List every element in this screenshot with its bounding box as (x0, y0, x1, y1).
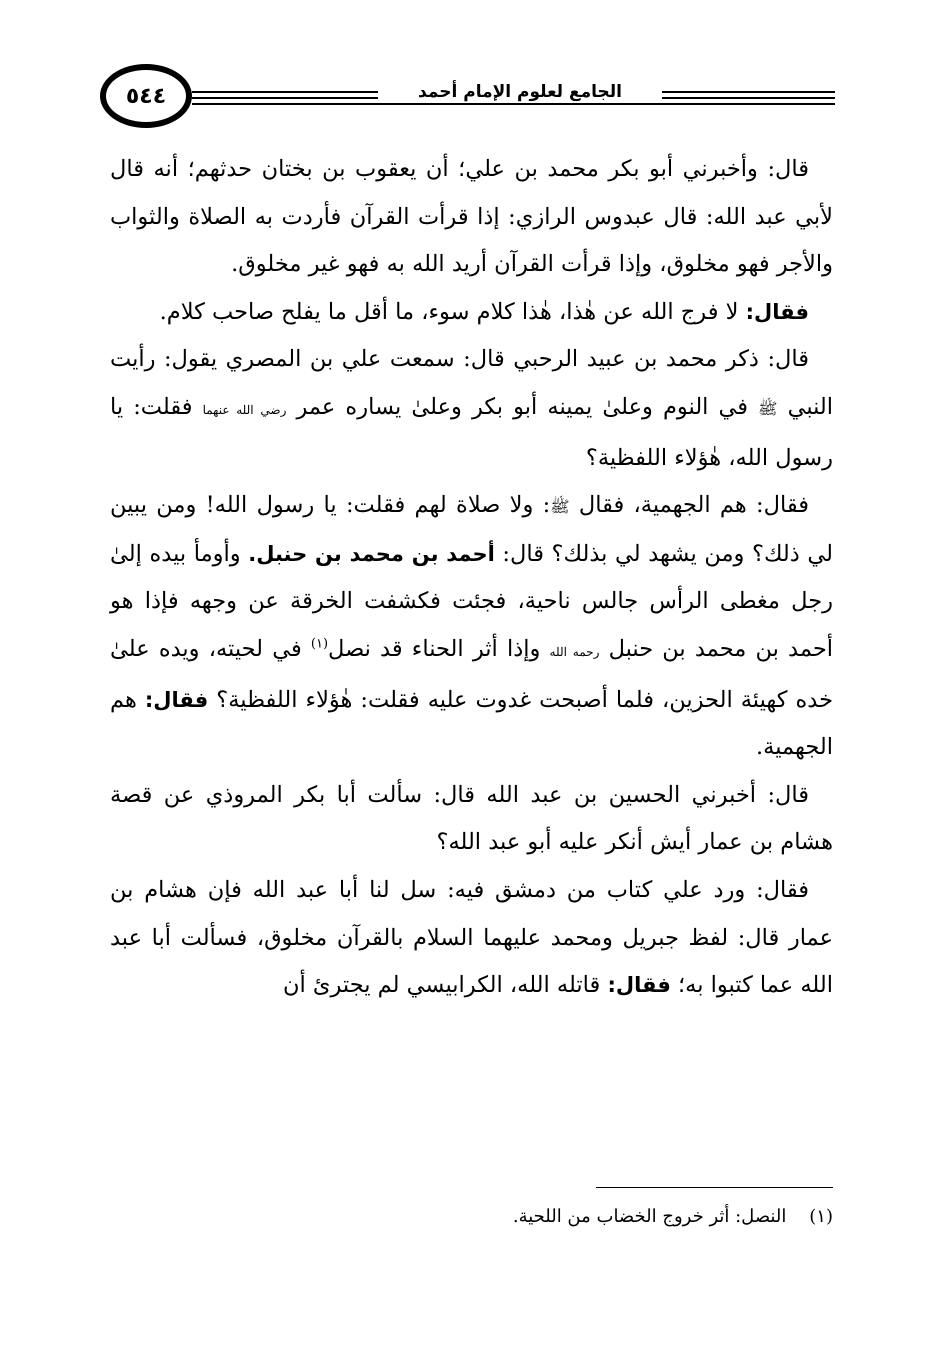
paragraph-text: في لحيته، ويده علىٰ خده كهيئة الحزين، فلما أصبحت غدوت عليه فقلت: هٰؤلاء اللفظية؟ (110, 635, 833, 713)
paragraph (110, 772, 833, 867)
paragraph (110, 336, 833, 482)
paragraph-text: فقال: هم الجهمية، فقال (569, 492, 809, 519)
paragraph-text: : ولا صلاة لهم فقلت: يا رسول الله (214, 492, 551, 519)
bold-speaker-label: فقال: (144, 687, 209, 712)
honorific-glyph: رضي الله عنهما (202, 402, 287, 417)
honorific-glyph: رحمه الله (549, 644, 600, 659)
running-title: الجامع لعلوم الإمام أحمد (378, 82, 662, 102)
paragraph-text: قال: ذكر محمد بن عبيد الرحبي قال: سمعت علي بن المصري يقول: رأيت النبي (110, 346, 834, 420)
paragraph (110, 289, 833, 337)
running-header (100, 62, 835, 132)
paragraph-text: فقال: ورد علي كتاب من دمشق فيه: سل لنا أبا عبد الله فإن هشام بن عمار قال: لفظ جبريل ومحمد عليهما السلام بالقرآن مخلوق، فسألت أبا عبد الله عما كتبوا به؛ (110, 876, 833, 999)
main-text (110, 146, 833, 1010)
paragraph (110, 867, 833, 1010)
salawat-glyph: ﷺ (758, 398, 778, 418)
footnote (110, 1202, 833, 1232)
paragraph-text: لا فرج الله عن هٰذا، هٰذا كلام سوء، ما أقل ما يفلح صاحب كلام. (159, 298, 746, 325)
paragraph-text: قاتله الله، الكرابيسي لم يجترئ أن (282, 972, 608, 999)
bold-speaker-label: فقال: (607, 973, 671, 998)
page-number-badge (100, 64, 192, 128)
paragraph-text: فقلت: يا رسول الله، هٰؤلاء اللفظية؟ (110, 393, 833, 471)
footnote-reference[interactable]: (١) (310, 636, 329, 652)
bold-name: أحمد بن محمد بن حنبل. (248, 541, 495, 566)
bold-speaker-label: فقال: (745, 299, 809, 324)
paragraph-text: ! ومن يبين لي ذلك؟ ومن يشهد لي بذلك؟ قال: (110, 492, 834, 567)
footnote-separator (596, 1187, 833, 1188)
paragraph-text: قال: وأخبرني أبو بكر محمد بن علي؛ أن يعقوب بن بختان حدثهم؛ أنه قال لأبي عبد الله: قال عبدوس الرازي: إذا قرأت القرآن فأردت به الصلاة والثواب والأجر فهو مخلوق، وإذا قرأت القرآن أريد الله به فهو غير مخلوق. (110, 156, 833, 278)
paragraph-text: وإذا أثر الحناء قد نصل (328, 635, 550, 662)
footnote-marker: (١) (809, 1206, 833, 1227)
paragraph-text: وأومأ بيده إلىٰ رجل مغطى الرأس جالس ناحية، فجئت فكشفت الخرقة عن وجهه فإذا هو أحمد بن محمد بن حنبل (110, 540, 834, 662)
header-rule (192, 103, 835, 105)
paragraph (110, 146, 833, 289)
paragraph (110, 482, 833, 772)
footnote-text: النصل: أثر خروج الخضاب من اللحية. (512, 1206, 787, 1227)
salawat-glyph: ﷺ (550, 497, 570, 517)
paragraph-text: قال: أخبرني الحسين بن عبد الله قال: سألت أبا بكر المروذي عن قصة هشام بن عمار أيش أنكر عليه أبو عبد الله؟ (110, 781, 833, 856)
paragraph-text: هم الجهمية. (110, 686, 833, 761)
page-number: ٥٤٤ (125, 83, 167, 109)
paragraph-text: في النوم وعلىٰ يمينه أبو بكر وعلىٰ يساره عمر (286, 393, 759, 420)
